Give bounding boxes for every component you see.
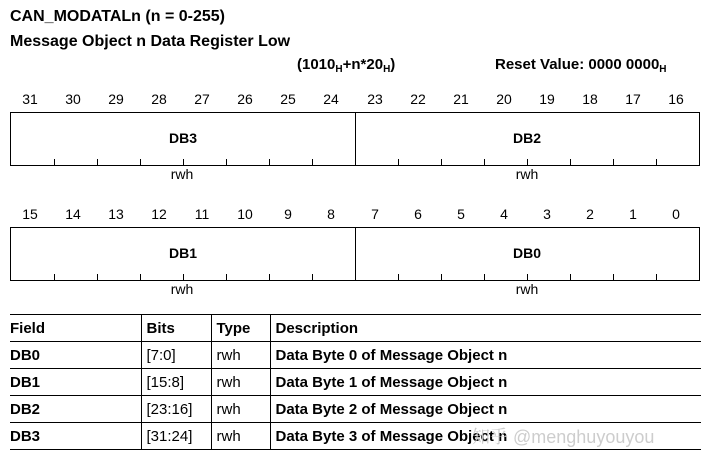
field-type: rwh	[211, 369, 270, 396]
table-row	[10, 369, 701, 396]
field-db1: DB1	[168, 245, 197, 261]
field-bits: [23:16]	[141, 396, 211, 423]
bit-number: 19	[539, 91, 555, 107]
bit-number: 0	[672, 206, 680, 222]
upper-bit-numbers	[10, 91, 700, 109]
field-name: DB3	[10, 423, 141, 450]
bit-number: 3	[543, 206, 551, 222]
lower-bit-numbers	[10, 206, 700, 224]
bit-number: 28	[151, 91, 167, 107]
bit-number: 9	[284, 206, 292, 222]
bit-number: 31	[22, 91, 38, 107]
field-description: Data Byte 0 of Message Object n	[270, 342, 701, 369]
access-type: rwh	[515, 281, 539, 297]
column-header: Type	[211, 315, 270, 342]
field-type: rwh	[211, 423, 270, 450]
field-name: DB0	[10, 342, 141, 369]
field-bits: [7:0]	[141, 342, 211, 369]
bit-number: 7	[371, 206, 379, 222]
register-address: $(1010_H+n*20_H)$	[297, 56, 396, 75]
table-row	[10, 396, 701, 423]
lower-register-box	[10, 227, 700, 281]
bit-number: 13	[108, 206, 124, 222]
bit-number: 14	[65, 206, 81, 222]
bit-number: 23	[367, 91, 383, 107]
watermark: 知乎 @menghuyouyou	[472, 427, 655, 447]
bit-number: 16	[668, 91, 684, 107]
access-type: rwh	[515, 166, 539, 182]
field-type: rwh	[211, 342, 270, 369]
bit-number: 5	[457, 206, 465, 222]
bit-number: 21	[453, 91, 469, 107]
access-type: rwh	[170, 281, 194, 297]
field-bits: [31:24]	[141, 423, 211, 450]
bit-number: 18	[582, 91, 598, 107]
field-db2: DB2	[512, 130, 541, 146]
bit-number: 26	[237, 91, 253, 107]
register-range: (n = 0-255)	[145, 8, 225, 25]
field-description: Data Byte 2 of Message Object n	[270, 396, 701, 423]
field-name: DB1	[10, 369, 141, 396]
field-db3: DB3	[168, 130, 197, 146]
bit-number: 27	[194, 91, 210, 107]
field-description: Data Byte 1 of Message Object n	[270, 369, 701, 396]
field-description: Data Byte 3 of Message Object n	[270, 423, 701, 450]
bit-number: 8	[327, 206, 335, 222]
register-description: Message Object n Data Register Low	[10, 33, 291, 50]
column-header: Field	[10, 315, 141, 342]
table-row	[10, 342, 701, 369]
access-type: rwh	[170, 166, 194, 182]
bit-number: 6	[414, 206, 422, 222]
register-name: CAN_MODATALn	[10, 8, 141, 25]
bit-number: 30	[65, 91, 81, 107]
field-db0: DB0	[512, 245, 541, 261]
bit-number: 2	[586, 206, 594, 222]
bit-number: 15	[22, 206, 38, 222]
bit-number: 25	[280, 91, 296, 107]
bit-number: 1	[629, 206, 637, 222]
bit-number: 17	[625, 91, 641, 107]
bit-number: 11	[194, 206, 210, 222]
field-name: DB2	[10, 396, 141, 423]
column-header: Description	[270, 315, 701, 342]
bit-number: 22	[410, 91, 426, 107]
upper-register-box	[10, 112, 700, 166]
field-bits: [15:8]	[141, 369, 211, 396]
bit-number: 24	[323, 91, 339, 107]
bit-number: 4	[500, 206, 508, 222]
field-type: rwh	[211, 396, 270, 423]
reset-value: Reset Value: 0000 $0000_H$	[495, 56, 667, 75]
register-title	[10, 8, 225, 26]
bit-number: 20	[496, 91, 512, 107]
column-header: Bits	[141, 315, 211, 342]
bit-number: 10	[237, 206, 253, 222]
bit-number: 12	[151, 206, 167, 222]
table-header-row	[10, 315, 701, 342]
bit-number: 29	[108, 91, 124, 107]
